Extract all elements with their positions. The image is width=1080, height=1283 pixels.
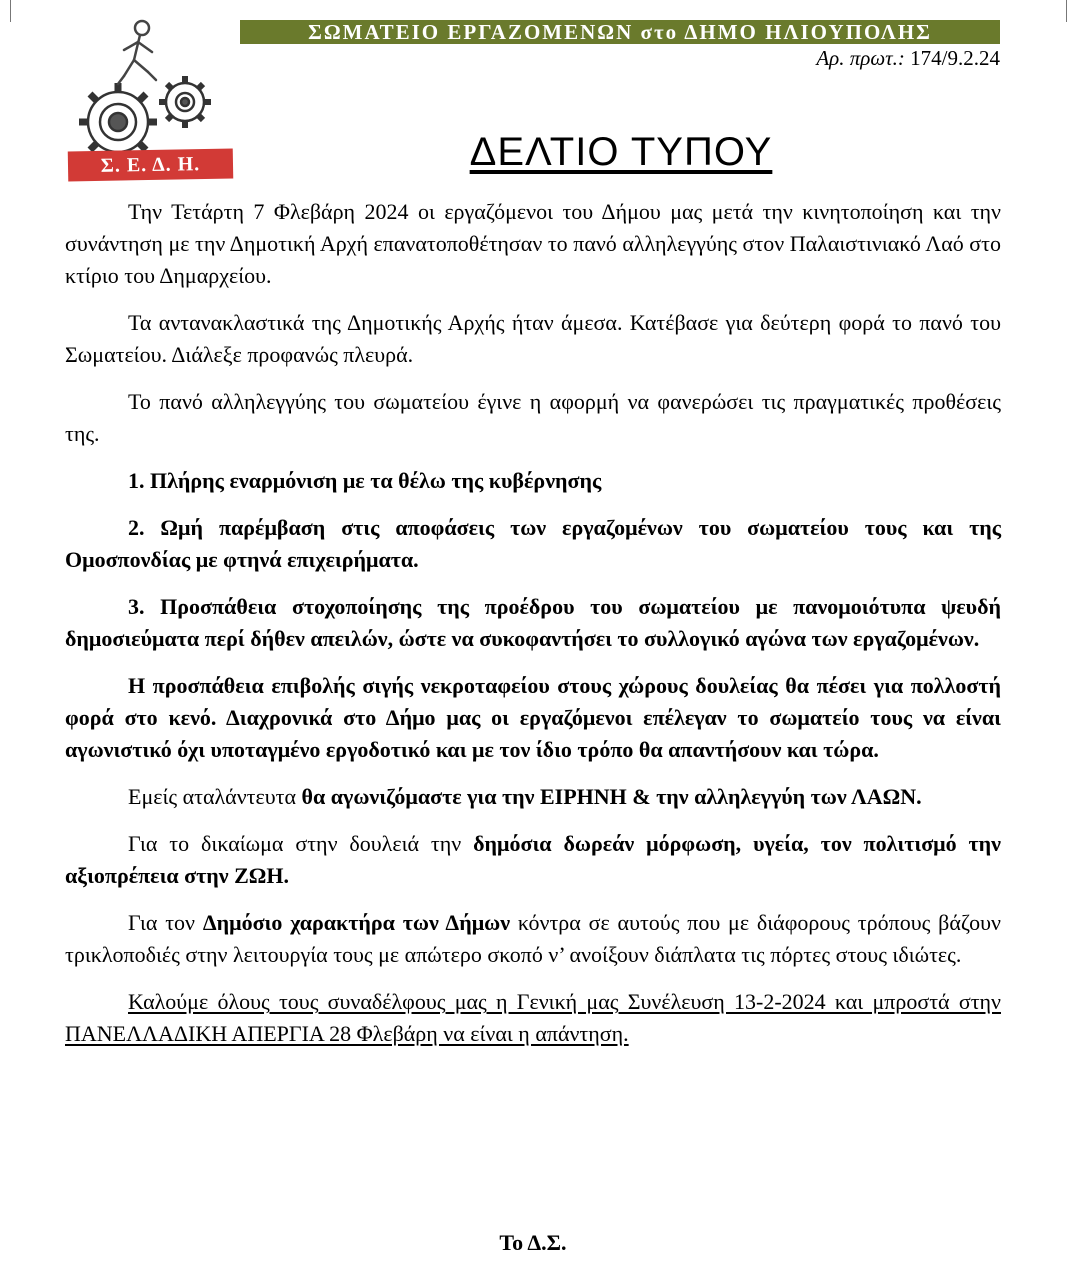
page-edge-mark-left [10, 0, 11, 22]
protocol-label: Αρ. πρωτ.: [816, 46, 905, 70]
paragraph-4: Η προσπάθεια επιβολής σιγής νεκροταφείου στους χώρους δουλείας θα πέσει για πολλοστή φορά στο κενό. Διαχρονικά στο Δήμο μας οι εργαζόμενοι επέλεγαν το σωματείο τους να είναι αγωνιστικό όχι υποταγμένο εργοδοτικό και με τον ίδιο τρόπο θα απαντήσουν και τώρα. [65, 673, 1001, 762]
paragraph-1: Την Τετάρτη 7 Φλεβάρη 2024 οι εργαζόμενοι του Δήμου μας μετά την κινητοποίηση και την συνάντηση με την Δημοτική Αρχή επανατοποθέτησαν το πανό αλληλεγγύης στον Παλαιστινιακό Λαό στο κτίριο του Δημαρχείου. [65, 199, 1001, 288]
paragraph-7-emphasis: Δημόσιο χαρακτήρα των Δήμων [202, 910, 511, 935]
paragraph-6-text: Για το δικαίωμα στην δουλειά την [128, 831, 474, 856]
paragraph-5 [65, 781, 1001, 813]
logo-label: Σ. Ε. Δ. Η. [68, 149, 233, 182]
paragraph-7-text-2: κόντρα σε αυτούς που με διάφορους τρόπους βάζουν τρικλοποδιές στην λειτουργία τους με απώτερο σκοπό ν’ ανοίξουν διάπλατα τις πόρτες στους ιδιώτες. [65, 910, 1001, 967]
signature: Το Δ.Σ. [499, 1230, 567, 1255]
paragraph-3: Το πανό αλληλεγγύης του σωματείου έγινε η αφορμή να φανερώσει τις πραγματικές προθέσεις της. [65, 389, 1001, 446]
list-item-1: 1. Πλήρης εναρμόνιση με τα θέλω της κυβέρνησης [128, 468, 602, 493]
paragraph-5-text: Εμείς αταλάντευτα [128, 784, 302, 809]
paragraph-6-emphasis: δημόσια δωρεάν μόρφωση, υγεία, τον πολιτισμό την αξιοπρέπεια στην ΖΩΗ. [65, 831, 1001, 888]
paragraph-7 [65, 907, 1001, 971]
paragraph-5-emphasis: θα αγωνιζόμαστε για την ΕΙΡΗΝΗ & την αλληλεγγύη των ΛΑΩΝ. [301, 784, 922, 809]
paragraph-2: Τα αντανακλαστικά της Δημοτικής Αρχής ήταν άμεσα. Κατέβασε για δεύτερη φορά το πανό του Σωματείου. Διάλεξε προφανώς πλευρά. [65, 310, 1001, 367]
call-to-action: Καλούμε όλους τους συναδέλφους μας η Γενική μας Συνέλευση 13-2-2024 και μπροστά στην ΠΑΝΕΛΛΑΔΙΚΗ ΑΠΕΡΓΙΑ 28 Φλεβάρη να είναι η απάντηση. [65, 989, 1001, 1046]
page-edge-mark-right [1066, 0, 1067, 22]
list-item-2: 2. Ωμή παρέμβαση στις αποφάσεις των εργαζομένων του σωματείου τους και της Ομοσπονδίας με φτηνά επιχειρήματα. [65, 515, 1001, 572]
paragraph-7-text: Για τον [128, 910, 203, 935]
document-body [65, 196, 1001, 1050]
document-title: ΔΕΛΤΙΟ ΤΥΠΟΥ [469, 130, 773, 174]
protocol-value: 174/9.2.24 [910, 46, 1000, 70]
protocol-number [816, 45, 1000, 71]
paragraph-6 [65, 828, 1001, 892]
union-name-banner: ΣΩΜΑΤΕΙΟ ΕΡΓΑΖΟΜΕΝΩΝ στο ΔΗΜΟ ΗΛΙΟΥΠΟΛΗΣ [240, 20, 1000, 44]
list-item-3: 3. Προσπάθεια στοχοποίησης της προέδρου του σωματείου με πανομοιότυπα ψευδή δημοσιεύματα περί δήθεν απειλών, ώστε να συκοφαντήσει το συλλογικό αγώνα των εργαζομένων. [65, 594, 1001, 651]
